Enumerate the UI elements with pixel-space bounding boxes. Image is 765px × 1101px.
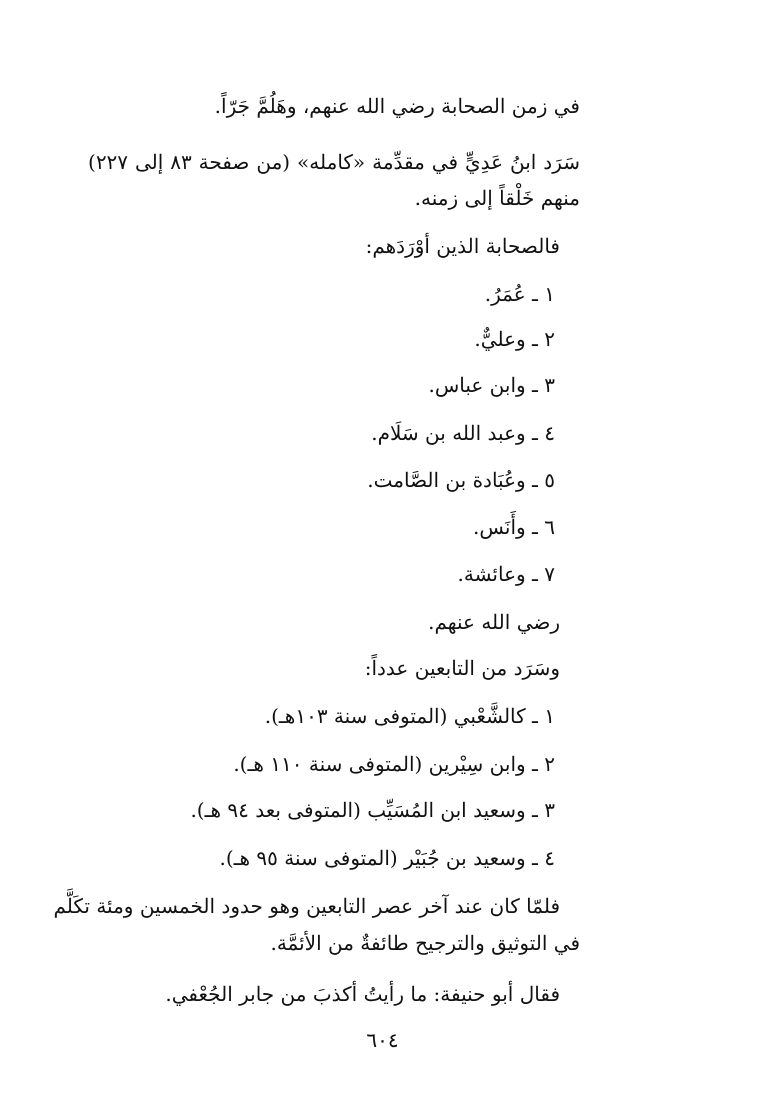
tabiin-list-item: ٢ ـ وابن سِيْرين (المتوفى سنة ١١٠ هـ). <box>233 752 555 776</box>
companion-list-item: ٦ ـ وأَنَس. <box>473 515 555 539</box>
companion-list-item: ٥ ـ وعُبَادة بن الصَّامت. <box>367 468 555 492</box>
companions-closing: رضي الله عنهم. <box>428 610 560 634</box>
paragraph-tawthiq-line1: فلمّا كان عند آخر عصر التابعين وهو حدود الخمسين ومئة تكَلَّم <box>53 894 560 918</box>
paragraph-tawthiq-line2: في التوثيق والترجيح طائفةٌ من الأئمَّة. <box>270 931 580 955</box>
tabiin-list-item: ٤ ـ وسعيد بن جُبَيْر (المتوفى سنة ٩٥ هـ). <box>219 846 555 870</box>
companion-list-item: ٧ ـ وعائشة. <box>457 562 555 586</box>
paragraph-ibn-adi-line1: سَرَد ابنُ عَدِيٍّ في مقدِّمة «كامله» (من صفحة ٨٣ إلى ٢٢٧) <box>88 150 580 174</box>
tabiin-intro: وسَرَد من التابعين عدداً: <box>364 656 560 680</box>
companion-list-item: ٤ ـ وعبد الله بن سَلَام. <box>371 421 555 445</box>
paragraph-ibn-adi-line2: منهم خَلْقاً إلى زمنه. <box>414 186 580 210</box>
companion-list-item: ٣ ـ وابن عباس. <box>428 373 555 397</box>
tabiin-list-item: ٣ ـ وسعيد ابن المُسَيِّب (المتوفى بعد ٩٤ هـ). <box>190 798 555 822</box>
companion-list-item: ١ ـ عُمَرُ. <box>484 282 555 306</box>
companion-list-item: ٢ ـ وعليٌّ. <box>474 327 555 351</box>
page-number: ٦٠٤ <box>366 1028 399 1052</box>
companions-intro: فالصحابة الذين أوْرَدَهم: <box>365 234 560 258</box>
text-line-continuation: في زمن الصحابة رضي الله عنهم، وهَلُمَّ جَرّاً. <box>214 94 580 118</box>
quote-abu-hanifa: فقال أبو حنيفة: ما رأيتُ أكذبَ من جابر الجُعْفي. <box>165 982 560 1006</box>
tabiin-list-item: ١ ـ كالشَّعْبي (المتوفى سنة ١٠٣هـ). <box>264 704 555 728</box>
